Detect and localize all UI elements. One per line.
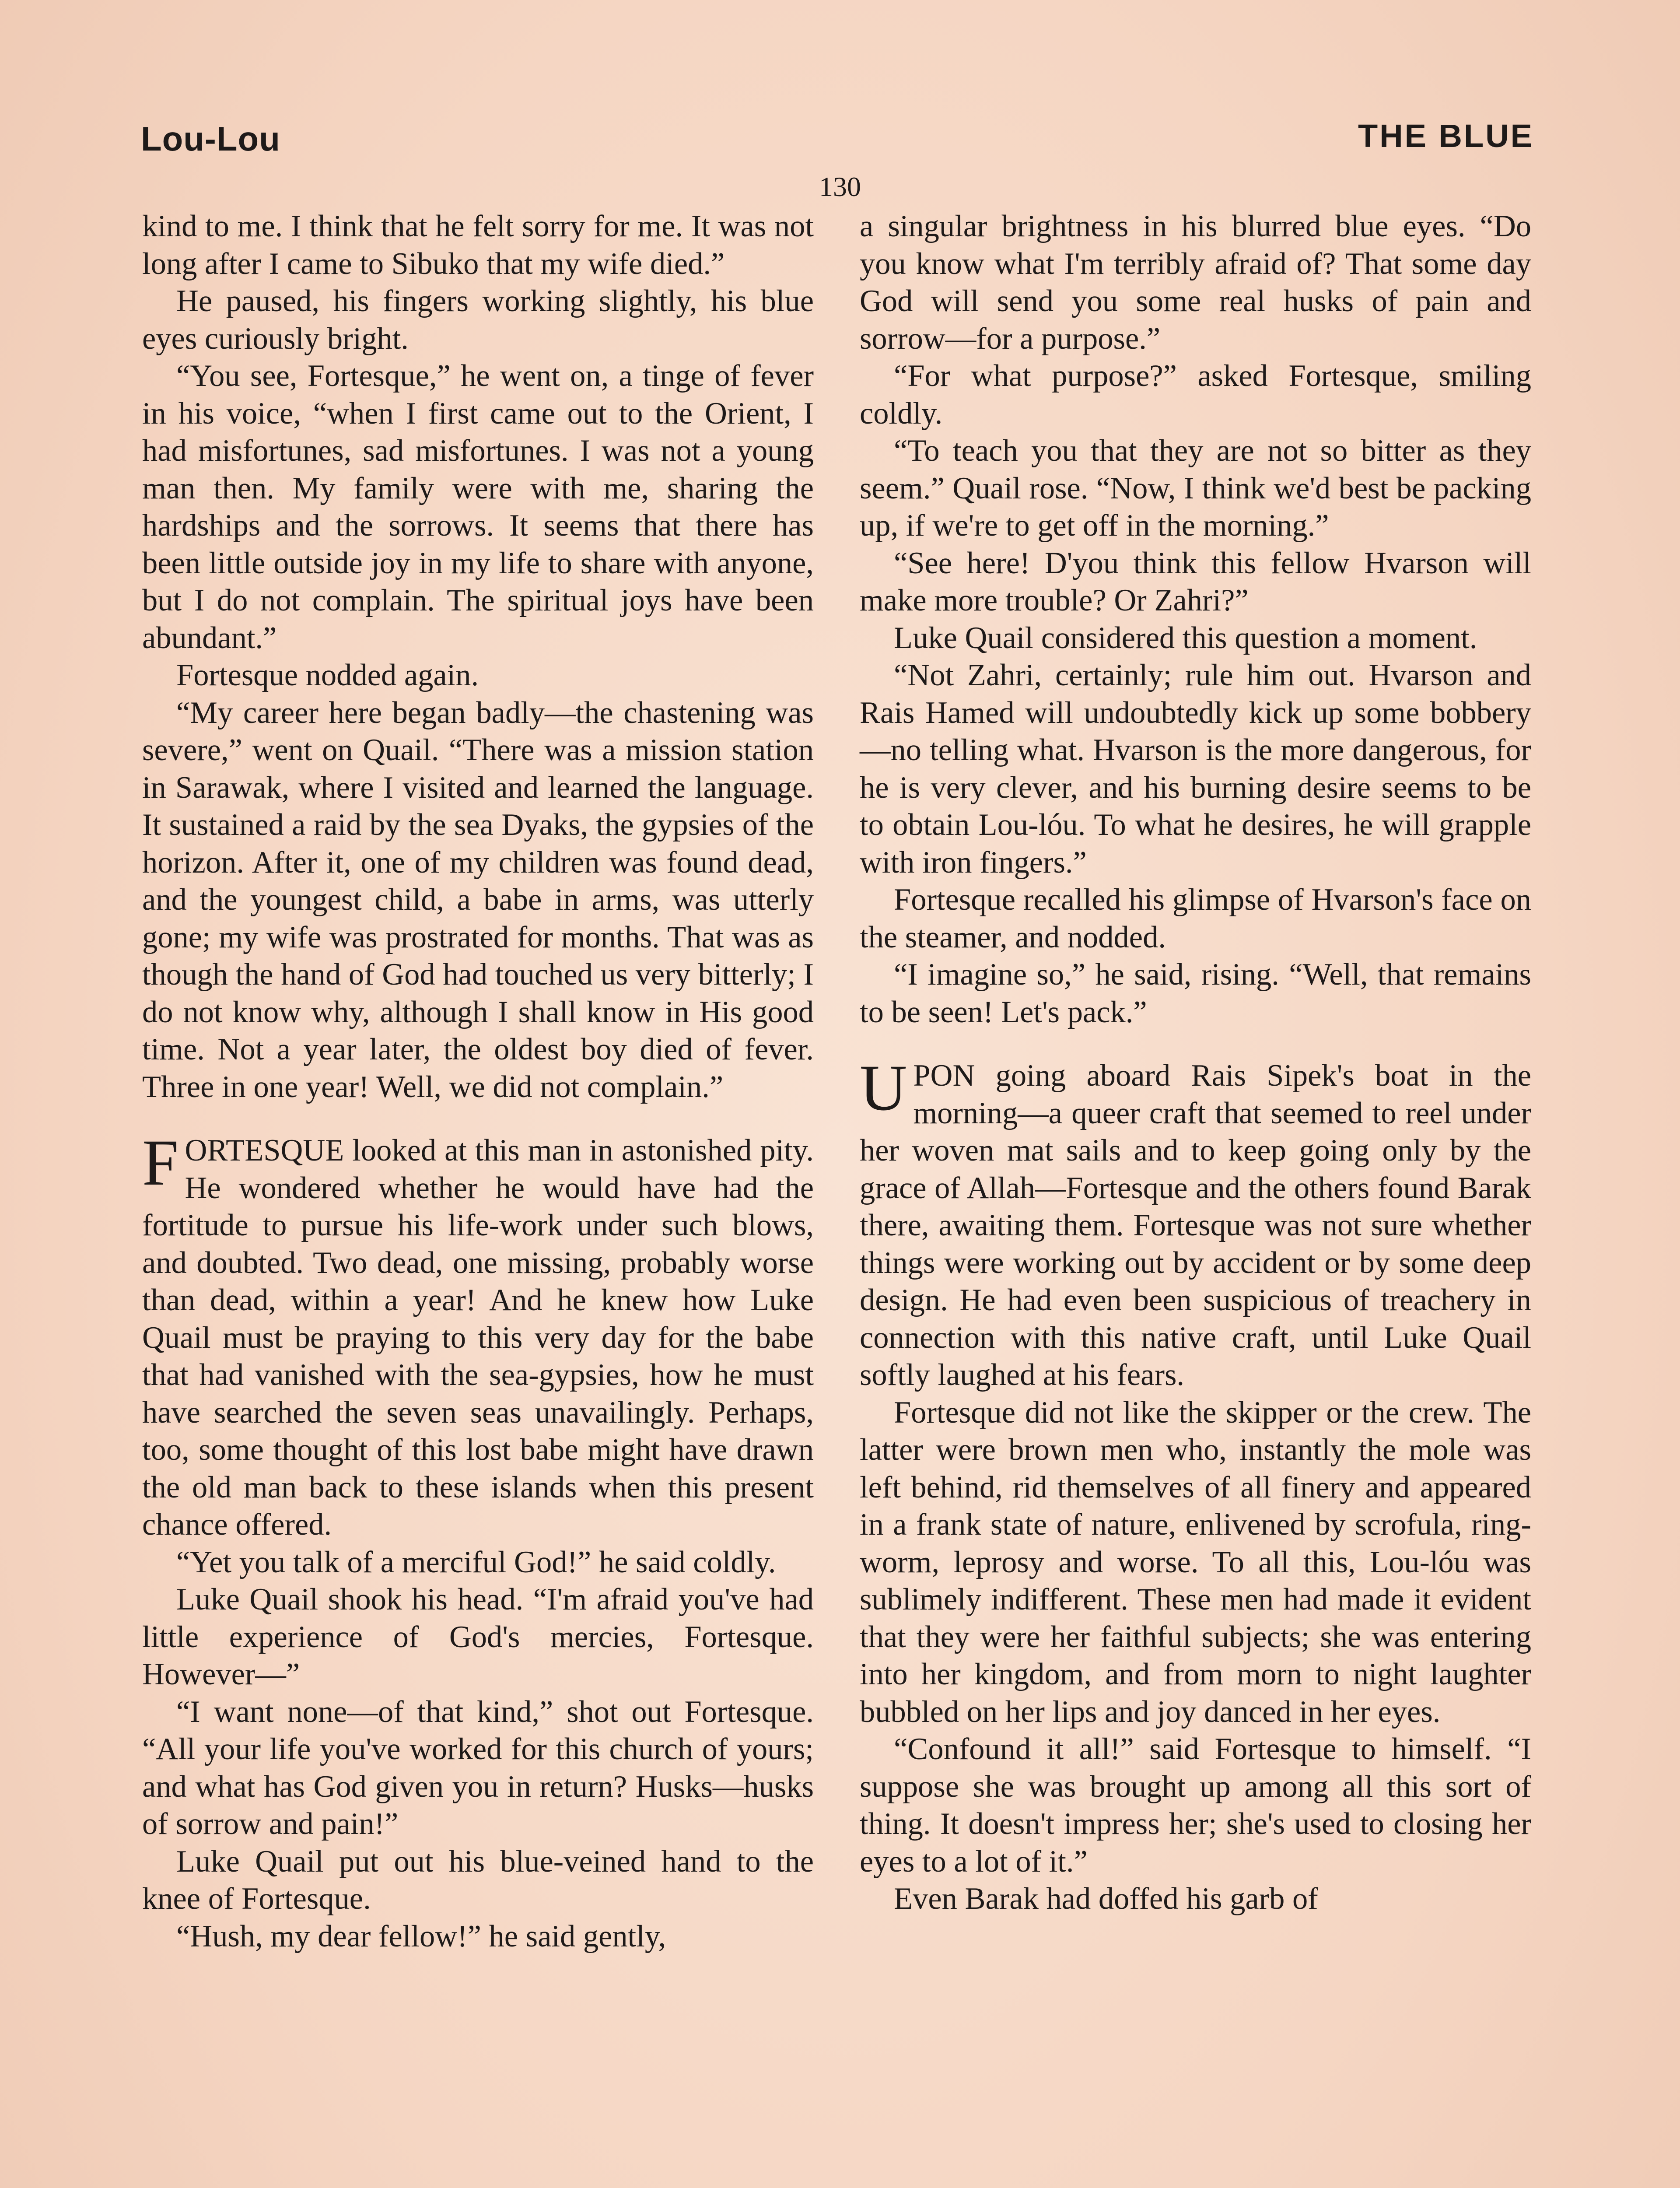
right-column: [860, 208, 1531, 1918]
paragraph: “I imagine so,” he said, rising. “Well, that remains to be seen! Let's pack.”: [860, 957, 1531, 1029]
paragraph: “Yet you talk of a merciful God!” he said coldly.: [176, 1545, 776, 1579]
paragraph: “Hush, my dear fellow!” he said gently,: [176, 1919, 666, 1953]
paragraph: “You see, Fortesque,” he went on, a tinge of fever in his voice, “when I first came out to the Orient, I had misfortunes, sad misfortunes. I was not a young man then. My family were with me, sharing the hardships and the sorrows. It seems that there has been little outside joy in my life to share with anyone, but I do not complain. The spiritual joys have been abundant.”: [142, 359, 814, 655]
drop-cap: F: [142, 1126, 179, 1199]
story-title-header: Lou-Lou: [141, 119, 280, 158]
paragraph: Fortesque did not like the skipper or the crew. The latter were brown men who, instantly the mole was left behind, rid themselves of all finery and appeared in a frank state of nature, enlivened by scrofula, ring-worm, leprosy and worse. To all this, Lou-lóu was sublimely indifferent. These men had made it evident that they were her faithful subjects; she was entering into her kingdom, and from morn to night laughter bubbled on her lips and joy danced in her eyes.: [860, 1395, 1531, 1729]
paragraph: “Not Zahri, certainly; rule him out. Hvarson and Rais Hamed will undoubtedly kick up some bobbery—no telling what. Hvarson is the more dangerous, for he is very clever, and his burning desire seems to be to obtain Lou-lóu. To what he desires, he will grapple with iron fingers.”: [860, 658, 1531, 880]
paragraph: Luke Quail considered this question a moment.: [894, 621, 1477, 655]
page-number: 130: [819, 171, 861, 202]
paragraph-text: ORTESQUE looked at this man in astonished pity. He wondered whether he would have had the fortitude to pursue his life-work under such blows, and doubted. Two dead, one missing, probably worse than dead, within a year! And he knew how Luke Quail must be praying to this very day for the babe that had vanished with the sea-gypsies, how he must have searched the seven seas unavailingly. Perhaps, too, some thought of this lost babe might have drawn the old man back to these islands when this present chance offered.: [142, 1133, 814, 1542]
section-paragraph: [860, 1052, 1531, 1394]
paragraph: Luke Quail shook his head. “I'm afraid you've had little experience of God's mercies, Fortesque. However—”: [142, 1582, 814, 1691]
paragraph: “For what purpose?” asked Fortesque, smiling coldly.: [860, 359, 1531, 431]
paragraph: “Confound it all!” said Fortesque to himself. “I suppose she was brought up among all this sort of thing. It doesn't impress her; she's used to closing her eyes to a lot of it.”: [860, 1732, 1531, 1879]
drop-cap: U: [860, 1052, 907, 1124]
paragraph-text: PON going aboard Rais Sipek's boat in the morning—a queer craft that seemed to reel under her woven mat sails and to keep going only by the grace of Allah—Fortesque and the others found Barak there, awaiting them. Fortesque was not sure whether things were working out by accident or by some deep design. He had even been suspicious of treachery in connection with this native craft, until Luke Quail softly laughed at his fears.: [860, 1059, 1531, 1392]
paragraph: Even Barak had doffed his garb of: [894, 1882, 1318, 1916]
paragraph: “To teach you that they are not so bitter as they seem.” Quail rose. “Now, I think we'd best be packing up, if we're to get off in the morning.”: [860, 434, 1531, 543]
paragraph: “My career here began badly—the chastening was severe,” went on Quail. “There was a mission station in Sarawak, where I visited and learned the language. It sustained a raid by the sea Dyaks, the gypsies of the horizon. After it, one of my children was found dead, and the youngest child, a babe in arms, was utterly gone; my wife was prostrated for months. That was as though the hand of God had touched us very bitterly; I do not know why, although I shall know in His good time. Not a year later, the oldest boy died of fever. Three in one year! Well, we did not complain.”: [142, 695, 814, 1104]
paragraph: “See here! D'you think this fellow Hvarson will make more trouble? Or Zahri?”: [860, 546, 1531, 617]
paragraph: Luke Quail put out his blue-veined hand to the knee of Fortesque.: [142, 1844, 814, 1916]
left-column: [142, 208, 814, 1955]
paragraph: Fortesque recalled his glimpse of Hvarson's face on the steamer, and nodded.: [860, 883, 1531, 954]
paragraph: He paused, his fingers working slightly, his blue eyes curiously bright.: [142, 284, 814, 356]
paragraph: a singular brightness in his blurred blue eyes. “Do you know what I'm terribly afraid of? That some day God will send you some real husks of pain and sorrow—for a purpose.”: [860, 209, 1531, 356]
section-paragraph: [142, 1126, 814, 1544]
paragraph: Fortesque nodded again.: [176, 658, 479, 692]
paragraph: “I want none—of that kind,” shot out Fortesque. “All your life you've worked for this church of yours; and what has God given you in return? Husks—husks of sorrow and pain!”: [142, 1694, 814, 1841]
magazine-title-header: THE BLUE: [1358, 118, 1534, 154]
paragraph: kind to me. I think that he felt sorry for me. It was not long after I came to Sibuko that my wife died.”: [142, 209, 814, 281]
